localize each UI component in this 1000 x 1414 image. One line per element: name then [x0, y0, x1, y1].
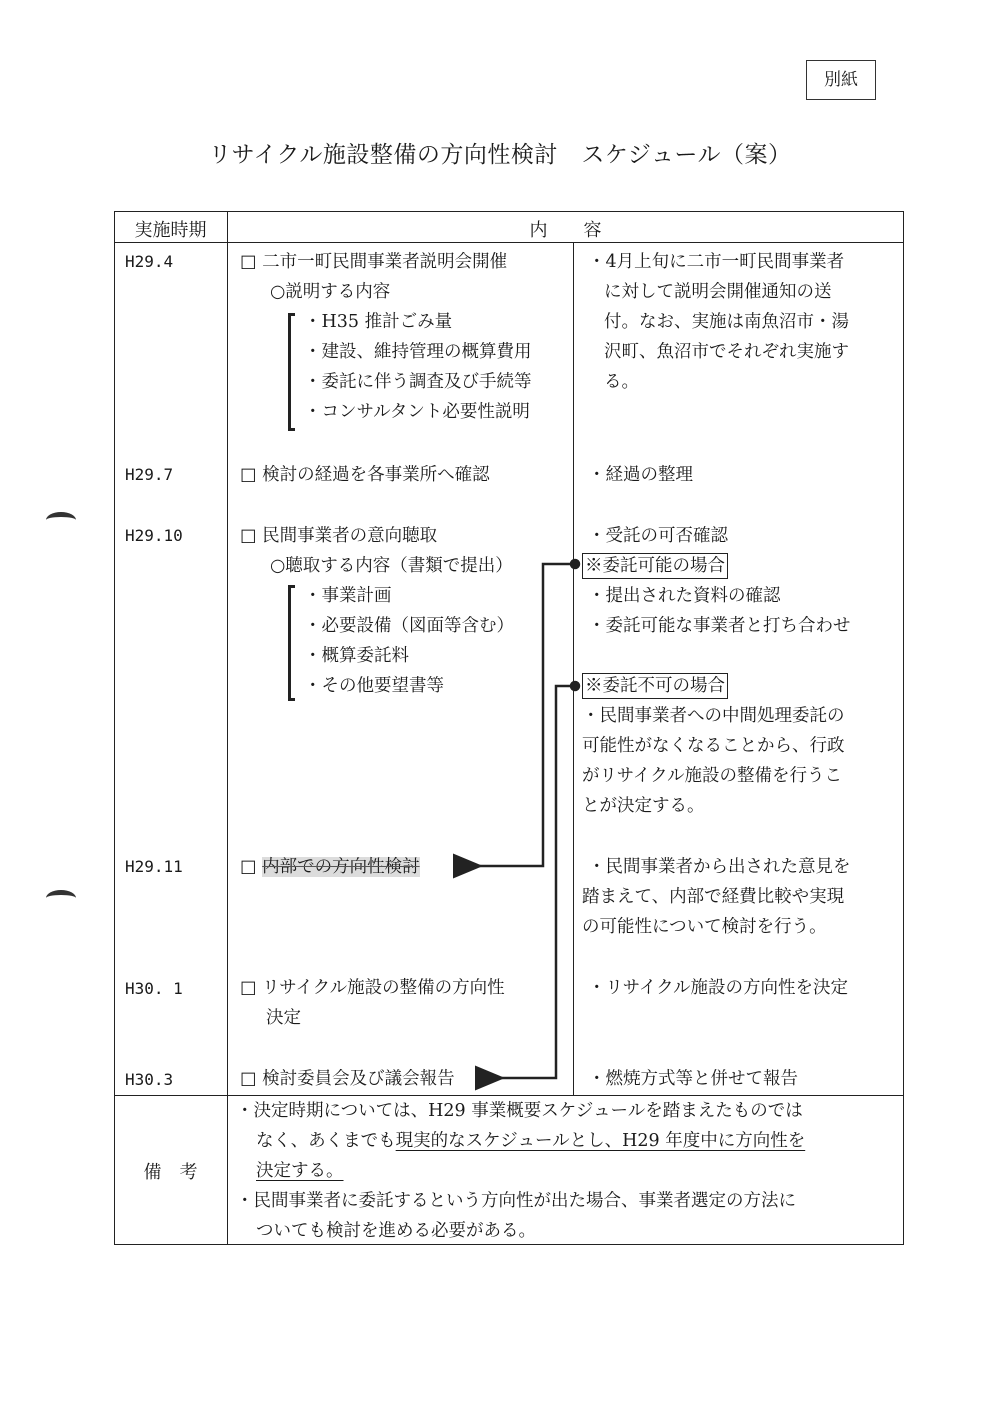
arrow-to-committee-report	[500, 682, 579, 1078]
row-note: 踏まえて、内部で経費比較や実現	[582, 887, 845, 907]
row-date: H29.10	[125, 526, 183, 545]
row-date: H29.7	[125, 465, 174, 484]
row-date: H29.11	[125, 857, 183, 876]
row-note: ・燃焼方式等と併せて報告	[588, 1069, 798, 1089]
row-note: る。	[604, 372, 639, 392]
remarks-line: なく、あくまでも	[256, 1131, 396, 1151]
row-note: ・受託の可否確認	[588, 526, 728, 546]
case-impossible-label: ※委託不可の場合	[582, 673, 728, 699]
row-subheading: ○聴取する内容（書類で提出）	[270, 556, 513, 576]
row-subitem: ・H35 推計ごみ量	[304, 312, 453, 332]
row-subitem: ・建設、維持管理の概算費用	[304, 342, 532, 362]
row-item: 決定	[266, 1008, 301, 1028]
row-note: ・4月上旬に二市一町民間事業者	[588, 252, 845, 272]
row-subheading: ○説明する内容	[270, 282, 391, 302]
remarks-line-underlined: 決定する。	[256, 1161, 344, 1181]
row-item: □ 民間事業者の意向聴取	[240, 526, 438, 546]
case-possible-label: ※委託可能の場合	[582, 553, 728, 579]
row-item: □ 検討の経過を各事業所へ確認	[240, 465, 490, 485]
checkbox-glyph: □	[240, 857, 263, 877]
arrow-to-internal-review	[478, 560, 579, 866]
row-item: □ 二市一町民間事業者説明会開催	[240, 252, 508, 272]
row-note: に対して説明会開催通知の送	[604, 282, 832, 302]
row-subitem: ・コンサルタント必要性説明	[304, 402, 530, 422]
row-note: がリサイクル施設の整備を行うこ	[582, 766, 843, 786]
row-note: 付。なお、実施は南魚沼市・湯	[604, 312, 849, 332]
header-content: 内 容	[529, 220, 602, 241]
row-item-highlighted: 内部での方向性検討	[262, 857, 420, 877]
row-date: H29.4	[125, 252, 174, 271]
row-note: ・リサイクル施設の方向性を決定	[588, 978, 849, 998]
remarks-line: ついても検討を進める必要がある。	[256, 1221, 536, 1241]
row-note: ・委託可能な事業者と打ち合わせ	[588, 616, 851, 636]
row-subitem: ・事業計画	[304, 586, 392, 606]
row-note: ・経過の整理	[588, 465, 693, 485]
row-note: とが決定する。	[582, 796, 705, 816]
row-subitem: ・概算委託料	[304, 646, 409, 666]
row-item: □ 検討委員会及び議会報告	[240, 1069, 455, 1089]
remarks-label: 備 考	[143, 1162, 198, 1183]
remarks-line-underlined: 現実的なスケジュールとし、H29 年度中に方向性を	[395, 1131, 806, 1151]
row-note: ・民間事業者への中間処理委託の	[582, 706, 845, 726]
attachment-stamp: 別紙	[806, 60, 876, 100]
row-note: ・提出された資料の確認	[588, 586, 781, 606]
row-subitem: ・その他要望書等	[304, 676, 444, 696]
row-note: 可能性がなくなることから、行政	[582, 736, 845, 756]
page-title: リサイクル施設整備の方向性検討 スケジュール（案）	[208, 142, 792, 168]
row-date: H30. 1	[125, 979, 183, 998]
row-subitem: ・必要設備（図面等含む）	[304, 616, 514, 636]
row-item: □ リサイクル施設の整備の方向性	[240, 978, 505, 998]
header-period: 実施時期	[134, 220, 207, 241]
row-date: H30.3	[125, 1070, 174, 1089]
row-note: ・民間事業者から出された意見を	[588, 857, 851, 877]
row-note: 沢町、魚沼市でそれぞれ実施す	[604, 342, 849, 362]
remarks-line: ・民間事業者に委託するという方向性が出た場合、事業者選定の方法に	[236, 1191, 796, 1211]
row-note: の可能性について検討を行う。	[582, 917, 827, 937]
row-subitem: ・委託に伴う調査及び手続等	[304, 372, 532, 392]
remarks-line: ・決定時期については、H29 事業概要スケジュールを踏まえたものでは	[236, 1101, 803, 1121]
